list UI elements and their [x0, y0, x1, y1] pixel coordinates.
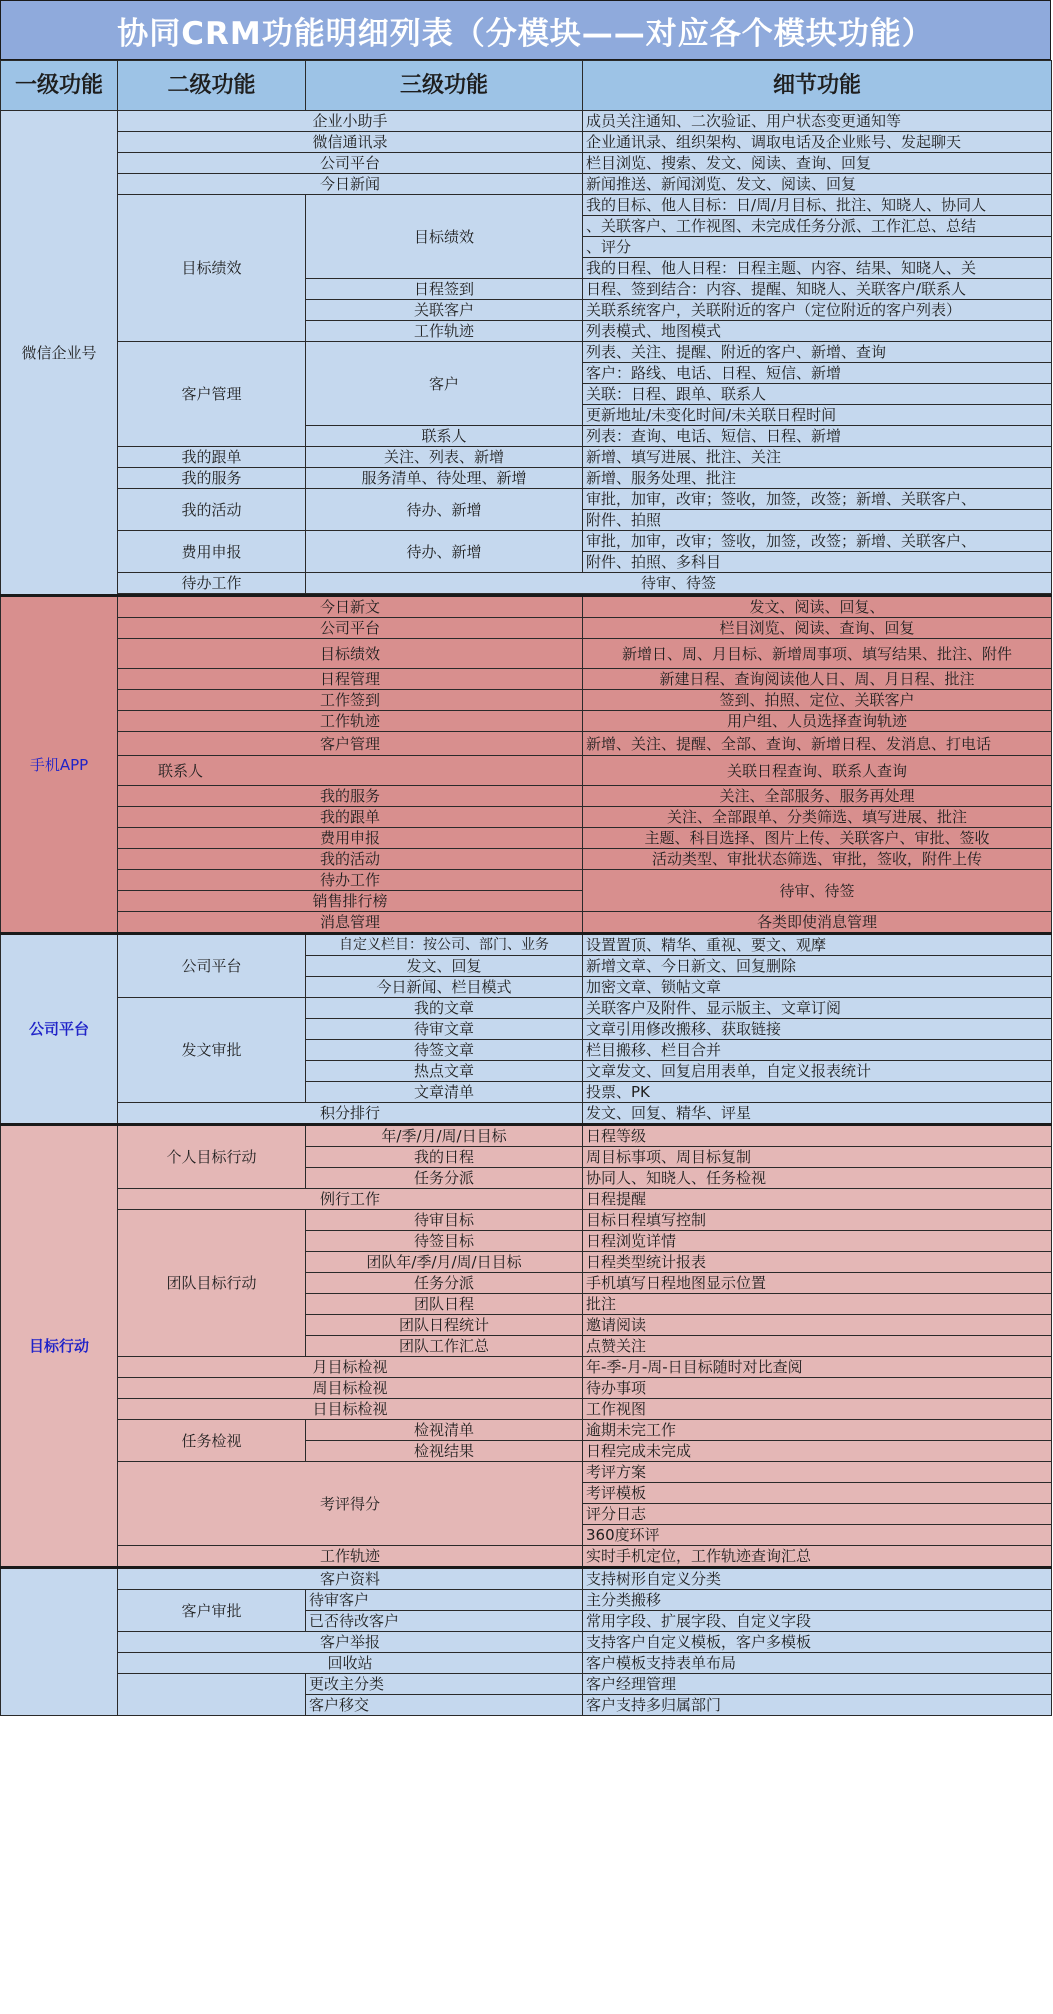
- cell-detail: 支持客户自定义模板，客户多模板: [583, 1632, 1052, 1653]
- cell-detail: 实时手机定位，工作轨迹查询汇总: [583, 1546, 1052, 1568]
- cell-level2-empty: [118, 1674, 306, 1716]
- cell-level2: 今日新文: [118, 596, 583, 618]
- cell-level2: 周目标检视: [118, 1378, 583, 1399]
- feature-table: [0, 60, 1052, 1716]
- cell-level3: 团队日程统计: [306, 1315, 583, 1336]
- cell-level2: 我的活动: [118, 489, 306, 531]
- cell-level2: 发文审批: [118, 998, 306, 1103]
- cell-detail: 关联客户及附件、显示版主、文章订阅: [583, 998, 1052, 1019]
- cell-detail: 主题、科目选择、图片上传、关联客户、审批、签收: [583, 828, 1052, 849]
- cell-detail: 发文、阅读、回复、: [583, 596, 1052, 618]
- cell-detail: 各类即使消息管理: [583, 912, 1052, 934]
- cell-level2: 我的服务: [118, 786, 583, 807]
- cell-detail: 新增、服务处理、批注: [583, 468, 1052, 489]
- cell-detail: 关联系统客户，关联附近的客户（定位附近的客户列表）: [583, 300, 1052, 321]
- cell-detail: 栏目浏览、搜索、发文、阅读、查询、回复: [583, 153, 1052, 174]
- section-company-platform: 公司平台: [1, 934, 118, 1125]
- cell-level2: 客户审批: [118, 1590, 306, 1632]
- cell-detail: 新建日程、查询阅读他人日、周、月日程、批注: [583, 669, 1052, 690]
- cell-level3: 日程签到: [306, 279, 583, 300]
- cell-level3: 检视结果: [306, 1441, 583, 1462]
- cell-level3: 待审客户: [306, 1590, 583, 1611]
- cell-detail: 客户支持多归属部门: [583, 1695, 1052, 1716]
- cell-level2: 费用申报: [118, 531, 306, 573]
- cell-detail: 待审、待签: [306, 573, 1052, 594]
- cell-level2: 消息管理: [118, 912, 583, 934]
- cell-level3: 联系人: [306, 426, 583, 447]
- cell-detail: 活动类型、审批状态筛选、审批，签收，附件上传: [583, 849, 1052, 870]
- cell-detail: 邀请阅读: [583, 1315, 1052, 1336]
- cell-detail: 周目标事项、周目标复制: [583, 1147, 1052, 1168]
- cell-detail: 关注、全部服务、服务再处理: [583, 786, 1052, 807]
- cell-detail: 评分日志: [583, 1504, 1052, 1525]
- cell-level2: 今日新闻: [118, 174, 583, 195]
- cell-detail: 逾期未完工作: [583, 1420, 1052, 1441]
- header-level2: 二级功能: [118, 61, 306, 111]
- cell-level2: 团队目标行动: [118, 1210, 306, 1357]
- cell-level3: 关联客户: [306, 300, 583, 321]
- cell-level3: 检视清单: [306, 1420, 583, 1441]
- header-level3: 三级功能: [306, 61, 583, 111]
- cell-detail: 新闻推送、新闻浏览、发文、阅读、回复: [583, 174, 1052, 195]
- cell-level3: 更改主分类: [306, 1674, 583, 1695]
- cell-level2: 工作签到: [118, 690, 583, 711]
- cell-level3: 发文、回复: [306, 956, 583, 977]
- cell-level2: 工作轨迹: [118, 1546, 583, 1568]
- cell-level3: 客户: [306, 342, 583, 426]
- cell-detail: 日程完成未完成: [583, 1441, 1052, 1462]
- cell-detail: 客户模板支持表单布局: [583, 1653, 1052, 1674]
- cell-detail: 点赞关注: [583, 1336, 1052, 1357]
- cell-detail: 考评方案: [583, 1462, 1052, 1483]
- cell-level2: 考评得分: [118, 1462, 583, 1546]
- cell-detail: 日程类型统计报表: [583, 1252, 1052, 1273]
- cell-detail: 审批，加审，改审；签收，加签，改签；新增、关联客户、: [583, 489, 1052, 510]
- cell-detail: 更新地址/未变化时间/未关联日程时间: [583, 405, 1052, 426]
- cell-detail: 用户组、人员选择查询轨迹: [583, 711, 1052, 732]
- cell-detail: 我的日程、他人日程：日程主题、内容、结果、知晓人、关: [583, 258, 1052, 279]
- cell-level2: 日程管理: [118, 669, 583, 690]
- cell-level2: 待办工作: [118, 573, 306, 594]
- cell-level2: 客户举报: [118, 1632, 583, 1653]
- cell-level2: 公司平台: [118, 153, 583, 174]
- cell-level3: 待审目标: [306, 1210, 583, 1231]
- cell-level3: 年/季/月/周/日目标: [306, 1125, 583, 1147]
- page-title: 协同CRM功能明细列表（分模块——对应各个模块功能）: [0, 0, 1051, 60]
- cell-level3: 热点文章: [306, 1061, 583, 1082]
- cell-level3: 文章清单: [306, 1082, 583, 1103]
- cell-detail: 设置置顶、精华、重视、要文、观摩: [583, 934, 1052, 956]
- cell-detail: 新增、关注、提醒、全部、查询、新增日程、发消息、打电话: [583, 732, 1052, 756]
- cell-detail: 关联日程查询、联系人查询: [583, 756, 1052, 786]
- cell-level2: 我的服务: [118, 468, 306, 489]
- cell-level2: 费用申报: [118, 828, 583, 849]
- cell-level3: 待签目标: [306, 1231, 583, 1252]
- cell-level3: 待办、新增: [306, 489, 583, 531]
- cell-level3: 目标绩效: [306, 195, 583, 279]
- cell-detail: 成员关注通知、二次验证、用户状态变更通知等: [583, 111, 1052, 132]
- cell-detail: 360度环评: [583, 1525, 1052, 1546]
- cell-detail: 日程提醒: [583, 1189, 1052, 1210]
- cell-detail: 新增日、周、月目标、新增周事项、填写结果、批注、附件: [583, 639, 1052, 669]
- cell-level2: 工作轨迹: [118, 711, 583, 732]
- cell-detail: 客户：路线、电话、日程、短信、新增: [583, 363, 1052, 384]
- cell-detail: 主分类搬移: [583, 1590, 1052, 1611]
- header-level1: 一级功能: [1, 61, 118, 111]
- cell-detail: 工作视图: [583, 1399, 1052, 1420]
- section-mobile-app: 手机APP: [1, 596, 118, 934]
- cell-detail: 新增文章、今日新文、回复删除: [583, 956, 1052, 977]
- cell-level3: 团队日程: [306, 1294, 583, 1315]
- cell-level2: 我的活动: [118, 849, 583, 870]
- cell-detail: 批注: [583, 1294, 1052, 1315]
- section-goal-action: 目标行动: [1, 1125, 118, 1568]
- cell-level3: 团队年/季/月/周/日目标: [306, 1252, 583, 1273]
- cell-detail: 审批，加审，改审；签收，加签，改签；新增、关联客户、: [583, 531, 1052, 552]
- cell-detail: 年-季-月-周-日目标随时对比查阅: [583, 1357, 1052, 1378]
- cell-level3: 工作轨迹: [306, 321, 583, 342]
- cell-detail: 附件、拍照、多科目: [583, 552, 1052, 573]
- cell-detail: 栏目搬移、栏目合并: [583, 1040, 1052, 1061]
- cell-detail: 日程、签到结合：内容、提醒、知晓人、关联客户/联系人: [583, 279, 1052, 300]
- cell-level2: 客户管理: [118, 342, 306, 447]
- cell-detail: 客户经理管理: [583, 1674, 1052, 1695]
- section-customer: [1, 1568, 118, 1716]
- cell-level3: 待签文章: [306, 1040, 583, 1061]
- cell-level2: 我的跟单: [118, 447, 306, 468]
- cell-level2: 回收站: [118, 1653, 583, 1674]
- cell-level2: 微信通讯录: [118, 132, 583, 153]
- cell-level2: 任务检视: [118, 1420, 306, 1462]
- cell-level3: 任务分派: [306, 1273, 583, 1294]
- cell-detail: 手机填写日程地图显示位置: [583, 1273, 1052, 1294]
- cell-level3: 已否待改客户: [306, 1611, 583, 1632]
- cell-detail: 支持树形自定义分类: [583, 1568, 1052, 1590]
- cell-detail: 栏目浏览、阅读、查询、回复: [583, 618, 1052, 639]
- cell-detail: 列表：查询、电话、短信、日程、新增: [583, 426, 1052, 447]
- cell-level2: 日目标检视: [118, 1399, 583, 1420]
- cell-level2: 销售排行榜: [118, 891, 583, 912]
- cell-level3: 待审文章: [306, 1019, 583, 1040]
- cell-level3: 我的日程: [306, 1147, 583, 1168]
- cell-level2: 我的跟单: [118, 807, 583, 828]
- cell-detail: 列表、关注、提醒、附近的客户、新增、查询: [583, 342, 1052, 363]
- cell-detail: 待办事项: [583, 1378, 1052, 1399]
- cell-level2: 待办工作: [118, 870, 583, 891]
- cell-detail: 投票、PK: [583, 1082, 1052, 1103]
- cell-detail: 关注、全部跟单、分类筛选、填写进展、批注: [583, 807, 1052, 828]
- cell-level2: 客户资料: [118, 1568, 583, 1590]
- cell-detail: 发文、回复、精华、评星: [583, 1103, 1052, 1125]
- cell-level2: 目标绩效: [118, 639, 583, 669]
- cell-detail: 新增、填写进展、批注、关注: [583, 447, 1052, 468]
- cell-level3: 关注、列表、新增: [306, 447, 583, 468]
- cell-detail: 日程等级: [583, 1125, 1052, 1147]
- cell-detail: 文章发文、回复启用表单，自定义报表统计: [583, 1061, 1052, 1082]
- cell-detail: 列表模式、地图模式: [583, 321, 1052, 342]
- cell-level2: 个人目标行动: [118, 1125, 306, 1189]
- cell-level2: 联系人: [118, 756, 583, 786]
- cell-level2: 例行工作: [118, 1189, 583, 1210]
- cell-detail: 协同人、知晓人、任务检视: [583, 1168, 1052, 1189]
- cell-level2: 月目标检视: [118, 1357, 583, 1378]
- cell-detail: 日程浏览详情: [583, 1231, 1052, 1252]
- section-wechat: 微信企业号: [1, 111, 118, 596]
- cell-level2: 客户管理: [118, 732, 583, 756]
- cell-detail: 待审、待签: [583, 870, 1052, 912]
- cell-level3: 任务分派: [306, 1168, 583, 1189]
- cell-level3: 客户移交: [306, 1695, 583, 1716]
- cell-detail: 企业通讯录、组织架构、调取电话及企业账号、发起聊天: [583, 132, 1052, 153]
- cell-level3: 我的文章: [306, 998, 583, 1019]
- cell-level2: 公司平台: [118, 934, 306, 998]
- cell-detail: 加密文章、锁帖文章: [583, 977, 1052, 998]
- cell-level3: 自定义栏目：按公司、部门、业务: [306, 934, 583, 956]
- cell-detail: 文章引用修改搬移、获取链接: [583, 1019, 1052, 1040]
- cell-detail: 常用字段、扩展字段、自定义字段: [583, 1611, 1052, 1632]
- cell-level2: 公司平台: [118, 618, 583, 639]
- header-detail: 细节功能: [583, 61, 1052, 111]
- cell-level3: 服务清单、待处理、新增: [306, 468, 583, 489]
- cell-level3: 今日新闻、栏目模式: [306, 977, 583, 998]
- cell-level3: 团队工作汇总: [306, 1336, 583, 1357]
- cell-detail: 附件、拍照: [583, 510, 1052, 531]
- cell-level2: 积分排行: [118, 1103, 583, 1125]
- cell-detail: 我的目标、他人目标：日/周/月目标、批注、知晓人、协同人: [583, 195, 1052, 216]
- cell-detail: 目标日程填写控制: [583, 1210, 1052, 1231]
- cell-level3: 待办、新增: [306, 531, 583, 573]
- cell-level2: 目标绩效: [118, 195, 306, 342]
- cell-detail: 、关联客户、工作视图、未完成任务分派、工作汇总、总结: [583, 216, 1052, 237]
- cell-level2: 企业小助手: [118, 111, 583, 132]
- cell-detail: 签到、拍照、定位、关联客户: [583, 690, 1052, 711]
- cell-detail: 考评模板: [583, 1483, 1052, 1504]
- cell-detail: 关联：日程、跟单、联系人: [583, 384, 1052, 405]
- cell-detail: 、评分: [583, 237, 1052, 258]
